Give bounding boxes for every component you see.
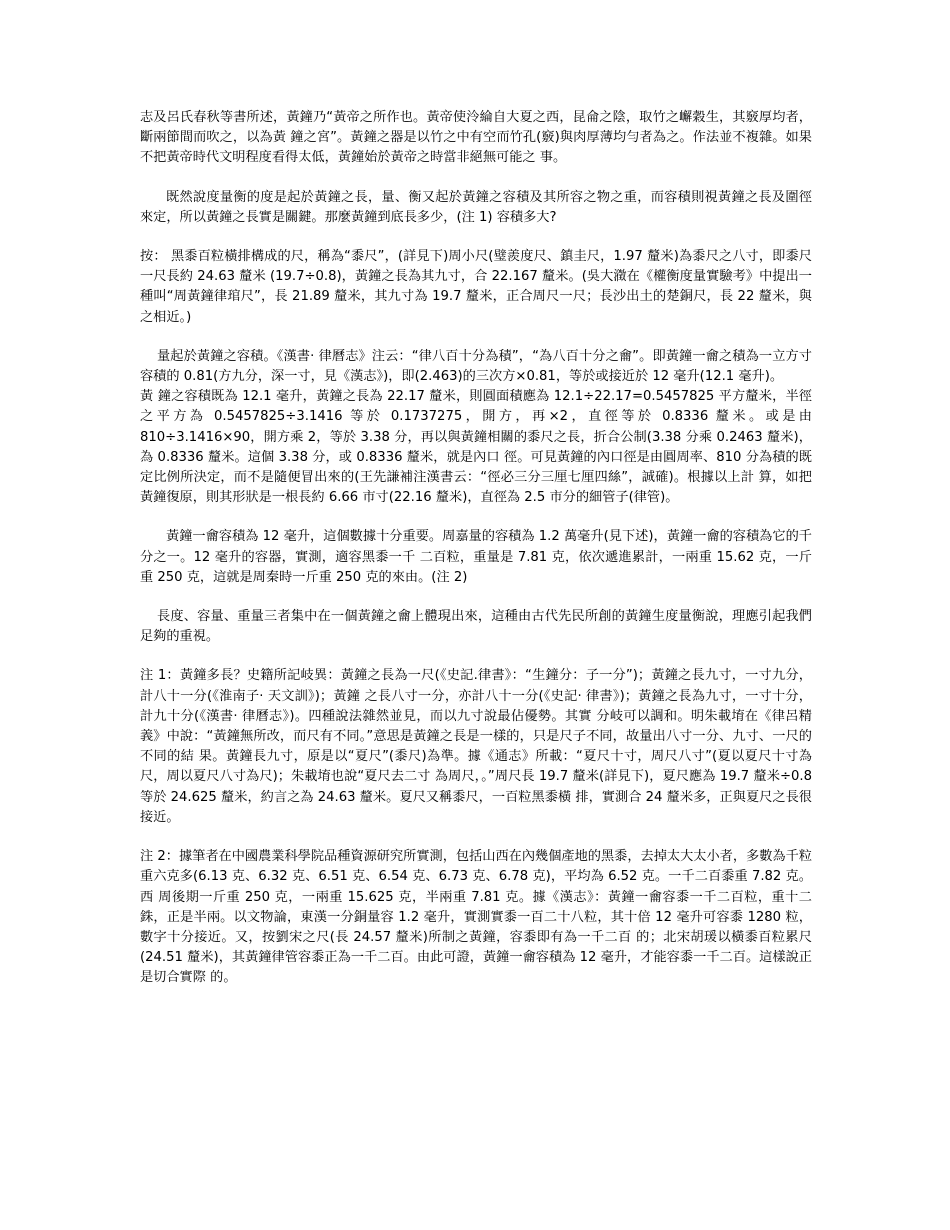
paragraph-huangdi-origin: 志及呂氏春秋等書所述，黃鐘乃“黃帝之所作也。黃帝使泠綸自大夏之西，昆侖之陰，取竹之嶰穀生，其竅厚均者，斷兩節間而吹之，以為黃 鐘之宮”。黃鐘之器是以竹之中有空而竹孔(竅)與肉厚薄均勻者為之。作法並不複雜。如果不把黃帝時代文明程度看得太低，黃鐘始於黃帝之時當非絕無可能之 事。 bbox=[140, 110, 812, 166]
paragraph-diameter-calculation: 黃 鐘之容積既為 12.1 毫升，黃鐘之長為 22.17 釐米，則圓面積應為 12.1÷22.17=0.5457825 平方釐米，半徑之平方為 0.5457825÷3.1416 等於 0.1737275，開方，再×2，直徑等於 0.8336 釐米。或是由 810÷3.1416×90，開方乘 2，等於 3.38 分，再以與黃鐘相關的黍尺之長，折合公制(3.38 分乘 0.2463 釐米)，為 0.8336 釐米。這個 3.38 分，或 0.8336 釐米，就是內口 徑。可見黃鐘的內口徑是由圓周率、810 分為積的既定比例所決定，而不是隨便冒出來的(王先謙補注漢書云：“徑必三分三厘七厘四絲”，誠確)。根據以上計 算，如把黃鐘復原，則其形狀是一根長約 6.66 市寸(22.16 釐米)，直徑為 2.5 市分的細管子(律管)。 bbox=[140, 389, 812, 506]
footnote-1: 注 1：黃鐘多長？史籍所記岐異：黃鐘之長為一尺(《史記.律書》：“生鐘分：子一分”)；黃鐘之長九寸，一寸九分，計八十一分(《淮南子· 天文訓》)；黃鐘 之長八寸一分，亦計八十一分(《史記· 律書》)；黃鐘之長為九寸，一寸十分，計九十分(《漢書· 律曆志》)。四種說法雜然並見，而以九寸說最佔優勢。其實 分岐可以調和。明朱載堉在《律呂精義》中說：“黃鐘無所改，而尺有不同。”意思是黃鐘之長是一樣的，只是尺子不同，故量出八寸一分、九寸、一尺的不同的結 果。黃鐘長九寸，原是以“夏尺”(黍尺)為準。據《通志》所載：“夏尺十寸，周尺八寸”(夏以夏尺十寸為尺，周以夏尺八寸為尺)；朱載堉也說“夏尺去二寸 為周尺，。”周尺長 19.7 釐米(詳見下)，夏尺應為 19.7 釐米÷0.8 等於 24.625 釐米，約言之為 24.63 釐米。夏尺又稱黍尺，一百粒黑黍橫 排，實測合 24 釐米多，正與夏尺之長很接近。 bbox=[140, 668, 812, 825]
document-page bbox=[140, 108, 812, 1008]
footnote-2: 注 2：據筆者在中國農業科學院品種資源研究所實測，包括山西在內幾個產地的黑黍，去掉太大太小者，多數為千粒重六克多(6.13 克、6.32 克、6.51 克、6.54 克、6.73 克、6.78 克)，平均為 6.52 克。一千二百黍重 7.82 克。西 周後期一斤重 250 克，一兩重 15.625 克，半兩重 7.81 克。據《漢志》：黃鐘一龠容黍一千二百粒，重十二銖，正是半兩。以文物論，東漢一分銅量容 1.2 毫升，實測實黍一百二十八粒，其十倍 12 毫升可容黍 1280 粒，數字十分接近。又，按劉宋之尺(長 24.57 釐米)所制之黃鐘，容黍即有為一千二百 的；北宋胡瑗以橫黍百粒累尺(24.51 釐米)，其黃鐘律管容黍正為一千二百。由此可證，黃鐘一龠容積為 12 毫升，才能容黍一千二百。這樣說正是切合實際 的。 bbox=[140, 849, 812, 986]
paragraph-12ml-volume: 黃鐘一龠容積為 12 毫升，這個數據十分重要。周嘉量的容積為 1.2 萬毫升(見下述)，黃鐘一龠的容積為它的千分之一。12 毫升的容器，實測，適容黑黍一千 二百粒，重量是 7.81 克，依次遞進累計，一兩重 15.62 克，一斤重 250 克，這就是周秦時一斤重 250 克的來由。(注 2) bbox=[140, 529, 812, 585]
paragraph-conclusion: 長度、容量、重量三者集中在一個黃鐘之龠上體現出來，這種由古代先民所創的黃鐘生度量衡說，理應引起我們足夠的重視。 bbox=[140, 609, 812, 645]
calculation-block bbox=[140, 347, 812, 509]
paragraph-length-key: 既然說度量衡的度是起於黃鐘之長，量、衡又起於黃鐘之容積及其所容之物之重，而容積則視黃鐘之長及圍徑來定，所以黃鐘之長實是關鍵。那麼黃鐘到底長多少，(注 1) 容積多大? bbox=[140, 189, 812, 225]
paragraph-volume: 量起於黃鐘之容積。《漢書· 律曆志》注云：“律八百十分為積”，“為八百十分之龠”。即黃鐘一龠之積為一立方寸容積的 0.81(方九分，深一寸，見《漢志》)，即(2.463)的三次方×0.81，等於或接近於 12 毫升(12.1 毫升)。 bbox=[140, 348, 812, 385]
paragraph-shu-ruler-note: 按： 黑黍百粒橫排構成的尺，稱為“黍尺”，(詳見下)周小尺(璧羨度尺、鎮圭尺，1.97 釐米)為黍尺之八寸，即黍尺一尺長約 24.63 釐米 (19.7÷0.8)，黃鐘之長為其九寸，合 22.167 釐米。(吳大瀓在《權衡度量實驗考》中提出一種叫“周黃鐘律琯尺”，長 21.89 釐米，其九寸為 19.7 釐米，正合周尺一尺；長沙出土的楚銅尺，長 22 釐米，與之相近。) bbox=[140, 249, 812, 325]
